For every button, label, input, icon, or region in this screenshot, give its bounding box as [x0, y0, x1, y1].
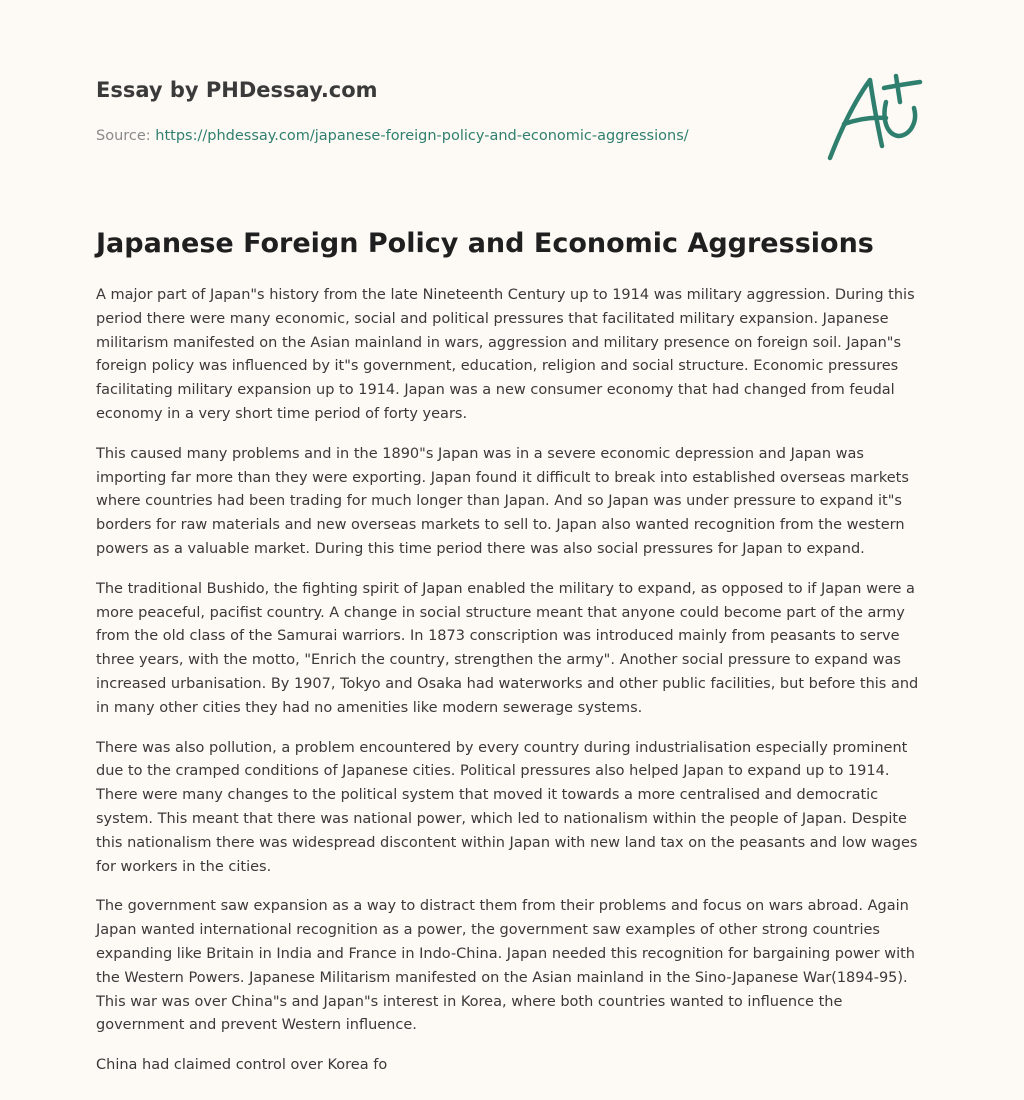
essay-paragraph: There was also pollution, a problem encountered by every country during industrialisation especially prominent due to the cramped conditions of Japanese cities. Political pressures also helped Japan to expand up to 1914. There were many changes to the political system that moved it towards a more centralised and democratic system. This meant that there was national power, which led to nationalism within the people of Japan. Despite this nationalism there was widespread discontent within Japan with new land tax on the peasants and low wages for workers in the cities.: [96, 739, 918, 875]
essay-paragraph: This caused many problems and in the 1890"s Japan was in a severe economic depression and Japan was importing far more than they were exporting. Japan found it difficult to break into established overseas markets where countries had been trading for much longer than Japan. And so Japan was under pressure to expand it"s borders for raw materials and new overseas markets to sell to. Japan also wanted recognition from the western powers as a valuable market. During this time period there was also social pressures for Japan to expand.: [96, 445, 909, 557]
source-line: [96, 126, 796, 146]
essay-body: [96, 284, 928, 1094]
essay-paragraph: A major part of Japan"s history from the late Nineteenth Century up to 1914 was military aggression. During this period there were many economic, social and political pressures that facilitated military expansion. Japanese militarism manifested on the Asian mainland in wars, aggression and military presence on foreign soil. Japan"s foreign policy was influenced by it"s government, education, religion and social structure. Economic pressures facilitating military expansion up to 1914. Japan was a new consumer economy that had changed from feudal economy in a very short time period of forty years.: [96, 287, 915, 422]
essay-paragraph: The traditional Bushido, the fighting spirit of Japan enabled the military to expand, as opposed to if Japan were a more peaceful, pacifist country. A change in social structure meant that anyone could become part of the army from the old class of the Samurai warriors. In 1873 conscription was introduced mainly from peasants to serve three years, with the motto, "Enrich the country, strengthen the army". Another social pressure to expand was increased urbanisation. By 1907, Tokyo and Osaka had waterworks and other public facilities, but before this and in many other cities they had no amenities like modern sewerage systems.: [96, 580, 919, 716]
site-title: Essay by PHDessay.com: [96, 78, 378, 102]
essay-paragraph: The government saw expansion as a way to distract them from their problems and focus on wars abroad. Again Japan wanted international recognition as a power, the government saw examples of other strong countries expanding like Britain in India and France in Indo-China. Japan needed this recognition for bargaining power with the Western Powers. Japanese Militarism manifested on the Asian mainland in the Sino-Japanese War(1894-95). This war was over China"s and Japan"s interest in Korea, where both countries wanted to influence the government and prevent Western influence.: [96, 898, 915, 1034]
essay-paragraph: China had claimed control over Korea fo: [96, 1057, 388, 1074]
a-plus-logo-icon: [820, 66, 930, 166]
source-link[interactable]: https://phdessay.com/japanese-foreign-policy-and-economic-aggressions/: [155, 128, 689, 144]
essay-header: [96, 76, 796, 146]
source-label: Source:: [96, 128, 156, 144]
essay-title: Japanese Foreign Policy and Economic Aggressions: [96, 228, 874, 259]
